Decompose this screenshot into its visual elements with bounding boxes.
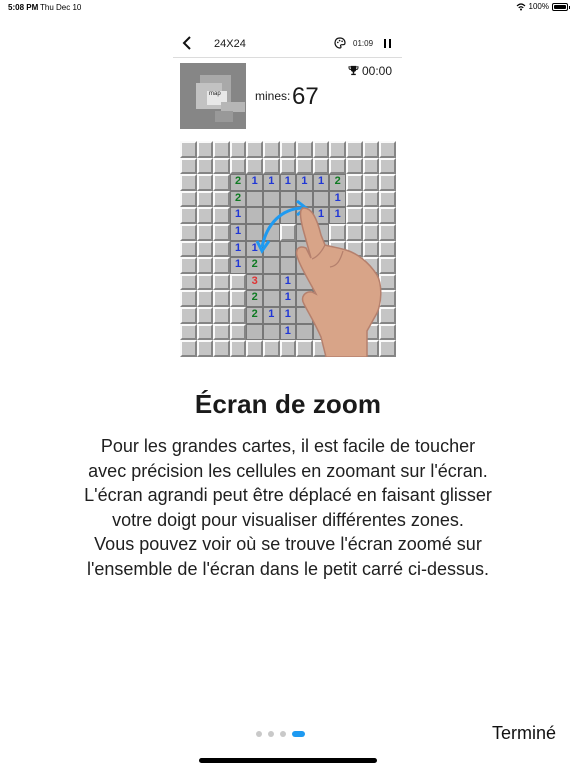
board-cell[interactable]: 2 <box>246 290 263 307</box>
board-cell[interactable]: 1 <box>313 207 330 224</box>
page-dot-active[interactable] <box>292 731 305 737</box>
description <box>28 434 548 582</box>
status-time: 5:08 PM <box>8 3 39 12</box>
status-date: Thu Dec 10 <box>40 3 82 12</box>
board-cell[interactable]: 1 <box>280 290 297 307</box>
swipe-gesture-overlay <box>180 141 396 357</box>
page-dot[interactable] <box>256 731 262 737</box>
game-timer: 01:09 <box>353 39 374 48</box>
board-cell[interactable]: 2 <box>246 307 263 324</box>
description-line: votre doigt pour visualiser différentes zones. <box>112 509 464 530</box>
hand-icon <box>297 208 381 357</box>
palette-icon[interactable] <box>334 37 346 49</box>
minimap-label: map <box>209 91 221 97</box>
description-line: l'ensemble de l'écran dans le petit carré ci-dessus. <box>86 558 490 579</box>
board-cell[interactable]: 2 <box>230 174 247 191</box>
status-right <box>516 2 568 11</box>
board-cell[interactable]: 1 <box>313 174 330 191</box>
page-dot[interactable] <box>280 731 286 737</box>
best-time: 00:00 <box>362 64 393 78</box>
status-bar <box>0 0 576 16</box>
back-arrow-icon[interactable] <box>181 35 195 51</box>
wifi-icon <box>516 3 526 11</box>
description-line: Vous pouvez voir où se trouve l'écran zoomé sur <box>94 534 482 555</box>
board-cell[interactable]: 1 <box>280 324 297 341</box>
board-cell[interactable]: 2 <box>230 191 247 208</box>
board-cell[interactable]: 1 <box>329 191 346 208</box>
board-cell[interactable]: 3 <box>246 274 263 291</box>
board-cell[interactable]: 1 <box>230 241 247 258</box>
board-cell[interactable]: 2 <box>329 174 346 191</box>
board-cell[interactable]: 1 <box>263 307 280 324</box>
board-cell[interactable]: 1 <box>230 257 247 274</box>
board-cell[interactable]: 1 <box>296 174 313 191</box>
page-title: Écran de zoom <box>194 389 382 419</box>
trophy-icon <box>348 65 359 76</box>
board-cell[interactable]: 1 <box>280 174 297 191</box>
board-cell[interactable]: 1 <box>230 207 247 224</box>
board-cell[interactable]: 1 <box>230 224 247 241</box>
pause-icon[interactable] <box>384 39 391 48</box>
mines-label: mines: <box>255 89 291 103</box>
minimap <box>180 63 246 129</box>
board-cell[interactable]: 1 <box>246 174 263 191</box>
description-line: L'écran agrandi peut être déplacé en faisant glisser <box>84 485 492 506</box>
game-board[interactable] <box>180 141 396 357</box>
battery-icon <box>552 3 568 11</box>
board-cell[interactable]: 1 <box>280 274 297 291</box>
board-cell[interactable]: 2 <box>246 257 263 274</box>
description-line: avec précision les cellules en zoomant sur l'écran. <box>88 460 488 481</box>
board-cell[interactable]: 1 <box>280 307 297 324</box>
description-line: Pour les grandes cartes, il est facile de toucher <box>100 436 476 456</box>
grid-size: 24X24 <box>214 38 246 50</box>
game-header <box>173 30 402 58</box>
done-button[interactable]: Terminé <box>491 723 556 743</box>
page-indicator[interactable] <box>256 731 305 737</box>
board-cell[interactable]: 1 <box>246 241 263 258</box>
page-dot[interactable] <box>268 731 274 737</box>
board-cell[interactable]: 1 <box>263 174 280 191</box>
game-preview <box>173 30 402 360</box>
board-cell[interactable]: 1 <box>329 207 346 224</box>
mines-count: 67 <box>292 83 319 110</box>
home-indicator <box>199 758 377 763</box>
battery-percent: 100% <box>528 2 549 11</box>
